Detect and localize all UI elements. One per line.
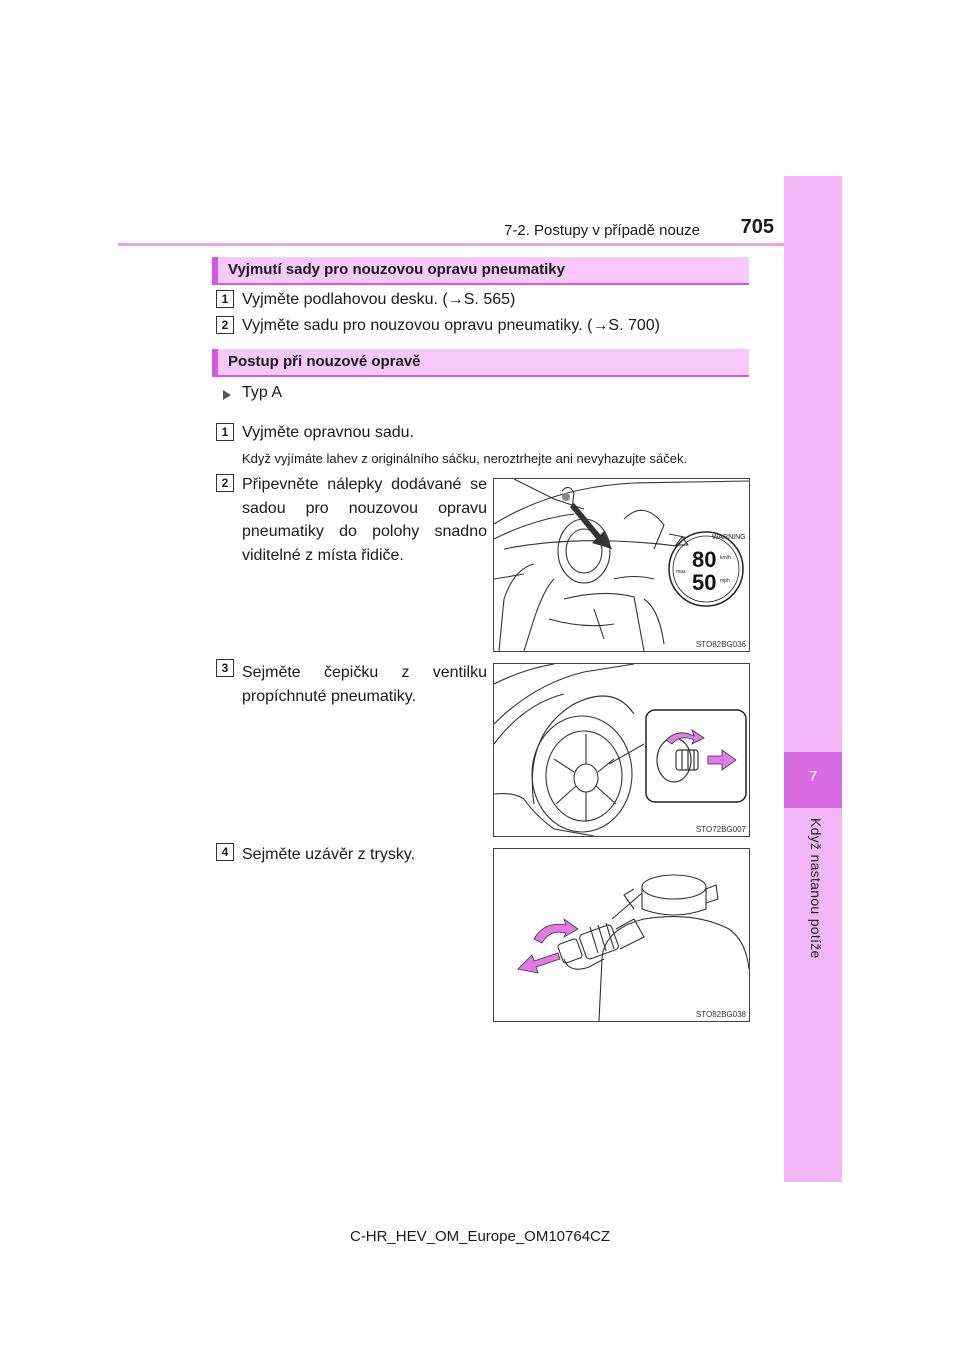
figure-code: STO82BG036: [695, 640, 746, 649]
step-text: Připevněte nálepky dodávané se sadou pro nouzovou opravu pneumatiky do polohy snadno viditelné z místa řidiče.: [242, 476, 487, 564]
step-note: Když vyjímáte lahev z originálního sáčku, neroztrhejte ani nevyhazujte sáček.: [242, 451, 688, 466]
step-text: Sejměte čepičku z ventilku propíchnuté pneumatiky.: [242, 664, 487, 705]
section-title-removal: Vyjmutí sady pro nouzovou opravu pneumatiky: [212, 257, 749, 285]
footer-doc-code: C-HR_HEV_OM_Europe_OM10764CZ: [349, 1228, 611, 1245]
sticker-max: max: [676, 569, 686, 575]
step-text: Vyjměte opravnou sadu.: [242, 424, 414, 441]
step-number: 1: [216, 290, 234, 308]
figure-code: STO72BG007: [695, 825, 746, 834]
step-number: 3: [216, 659, 234, 677]
header-chapter-title: 7-2. Postupy v případě nouze: [504, 222, 700, 239]
figure-valve-cap: [493, 663, 750, 837]
step-number: 1: [216, 423, 234, 441]
pull-arrow-icon: [518, 953, 560, 973]
chapter-side-tab: [784, 176, 842, 1182]
bottle-nozzle-illustration: [494, 849, 749, 1021]
section-title-procedure: Postup při nouzové opravě: [212, 349, 749, 377]
header-divider: [118, 243, 784, 246]
tire-valve-illustration: [494, 664, 749, 836]
sticker-unit-bottom: mph: [720, 578, 730, 584]
step-number: 2: [216, 474, 234, 492]
triangle-bullet-icon: [222, 388, 232, 406]
step-text: Vyjměte sadu pro nouzovou opravu pneumatiky. (→S. 700): [242, 317, 660, 334]
figure-sticker-placement: [493, 478, 750, 652]
step-text: Vyjměte podlahovou desku. (→S. 565): [242, 291, 516, 308]
sticker-speed-bottom: 50: [692, 570, 717, 595]
step-text: Sejměte uzávěr z trysky.: [242, 846, 416, 863]
step-number: 2: [216, 316, 234, 334]
figure-code: STO82BG038: [695, 1010, 746, 1019]
car-interior-illustration: [494, 479, 749, 651]
type-label: Typ A: [242, 384, 283, 401]
sticker-warning: WARNING: [712, 534, 746, 541]
chapter-label: Když nastanou potíže: [808, 818, 824, 959]
figure-nozzle-cap: [493, 848, 750, 1022]
sticker-speed-top: 80: [692, 547, 717, 572]
chapter-number: 7: [808, 768, 818, 785]
step-number: 4: [216, 843, 234, 861]
sticker-unit-top: km/h: [720, 555, 731, 561]
speed-sticker-icon: [669, 532, 746, 606]
page-number: 705: [740, 216, 774, 238]
